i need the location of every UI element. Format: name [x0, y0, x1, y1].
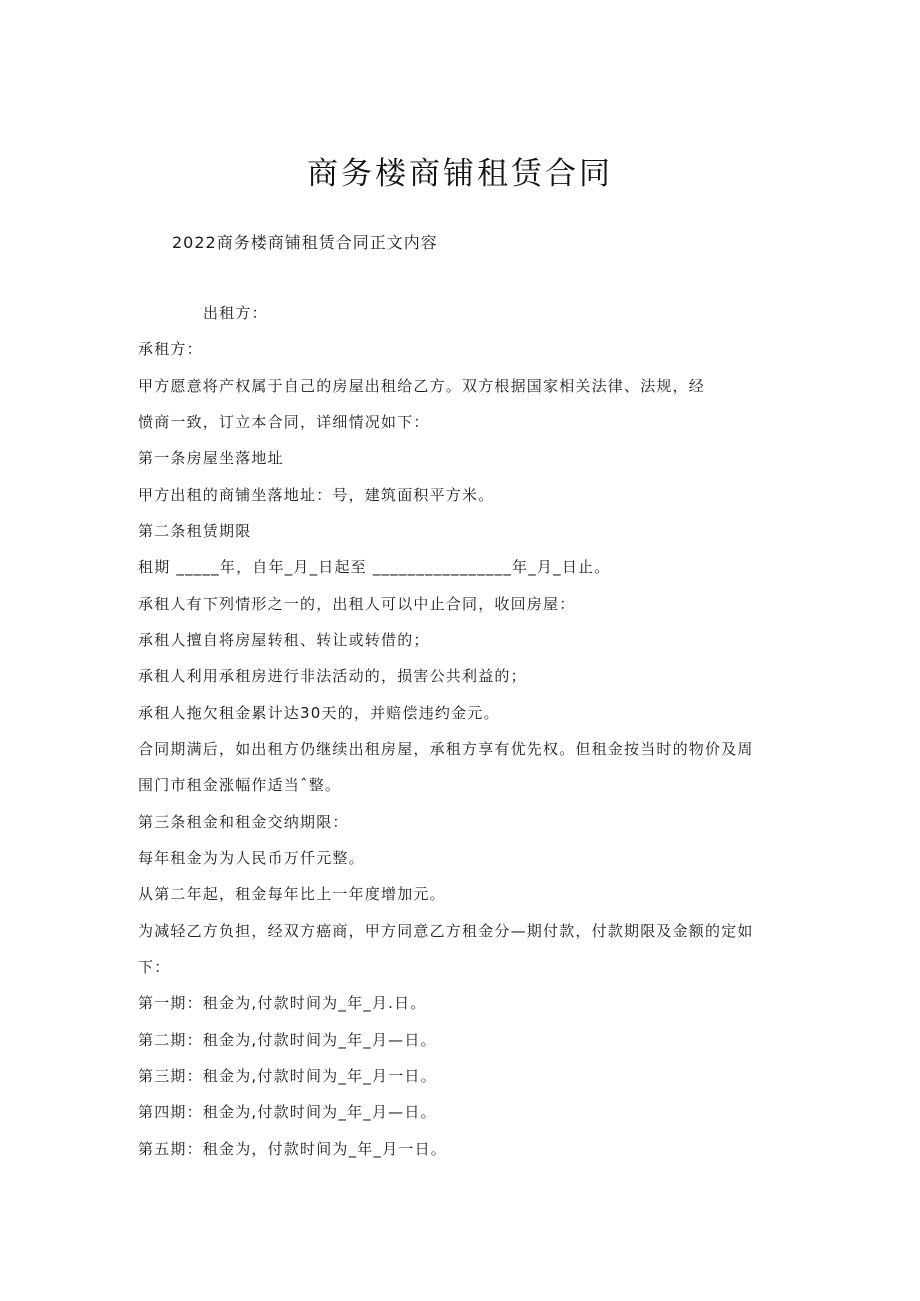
text-line: 每年租金为为人民币万仟元整。: [138, 849, 365, 867]
text-line: 为减轻乙方负担，经双方癌商，甲方同意乙方租金分—期付款，付款期限及金额的定如: [138, 922, 754, 940]
payment-line: 第四期：租金为,付款时间为_年_月—日。: [138, 1103, 437, 1121]
text-line: 承租人利用承租房进行非法活动的，损害公共利益的；: [138, 667, 527, 685]
text-line: 围门市租金涨幅作适当ˆ整。: [138, 776, 342, 794]
payment-line: 第五期：租金为，付款时间为_年_月一日。: [138, 1140, 448, 1158]
text-line: 承租人拖欠租金累计达30天的，并赔偿违约金元。: [138, 704, 500, 722]
text-line: 愤商一致，订立本合同，详细情况如下：: [138, 413, 430, 431]
text-line: 承租人擅自将房屋转租、转让或转借的；: [138, 631, 430, 649]
text-line: 从第二年起，租金每年比上一年度增加元。: [138, 885, 446, 903]
section-heading: 第二条租赁期限: [138, 522, 252, 540]
text-line: 下：: [138, 958, 171, 976]
text-line-lessor: 出租方：: [203, 304, 268, 322]
text-line-lessee: 承租方：: [138, 340, 203, 358]
document-subtitle: 2022商务楼商铺租赁合同正文内容: [172, 233, 438, 252]
text-line: 合同期满后，如出租方仍继续出租房屋，承租方享有优先权。但租金按当时的物价及周: [138, 740, 754, 758]
payment-line: 第二期：租金为,付款时间为_年_月—日。: [138, 1031, 437, 1049]
payment-line: 第一期：租金为,付款时间为_年_月.日。: [138, 994, 427, 1012]
section-heading: 第三条租金和租金交纳期限：: [138, 813, 349, 831]
document-title: 商务楼商铺租赁合同: [307, 156, 613, 192]
section-heading: 第一条房屋坐落地址: [138, 449, 284, 467]
payment-line: 第三期：租金为,付款时间为_年_月一日。: [138, 1067, 437, 1085]
text-line: 甲方愿意将产权属于自己的房屋出租给乙方。双方根据国家相关法律、法规，经: [138, 377, 706, 395]
text-line: 甲方出租的商铺坐落地址：号，建筑面积平方米。: [138, 486, 495, 504]
text-line: 租期 _____年，自年_月_日起至 ________________年_月_日止。: [138, 558, 611, 576]
text-line: 承租人有下列情形之一的，出租人可以中止合同，收回房屋：: [138, 595, 576, 613]
